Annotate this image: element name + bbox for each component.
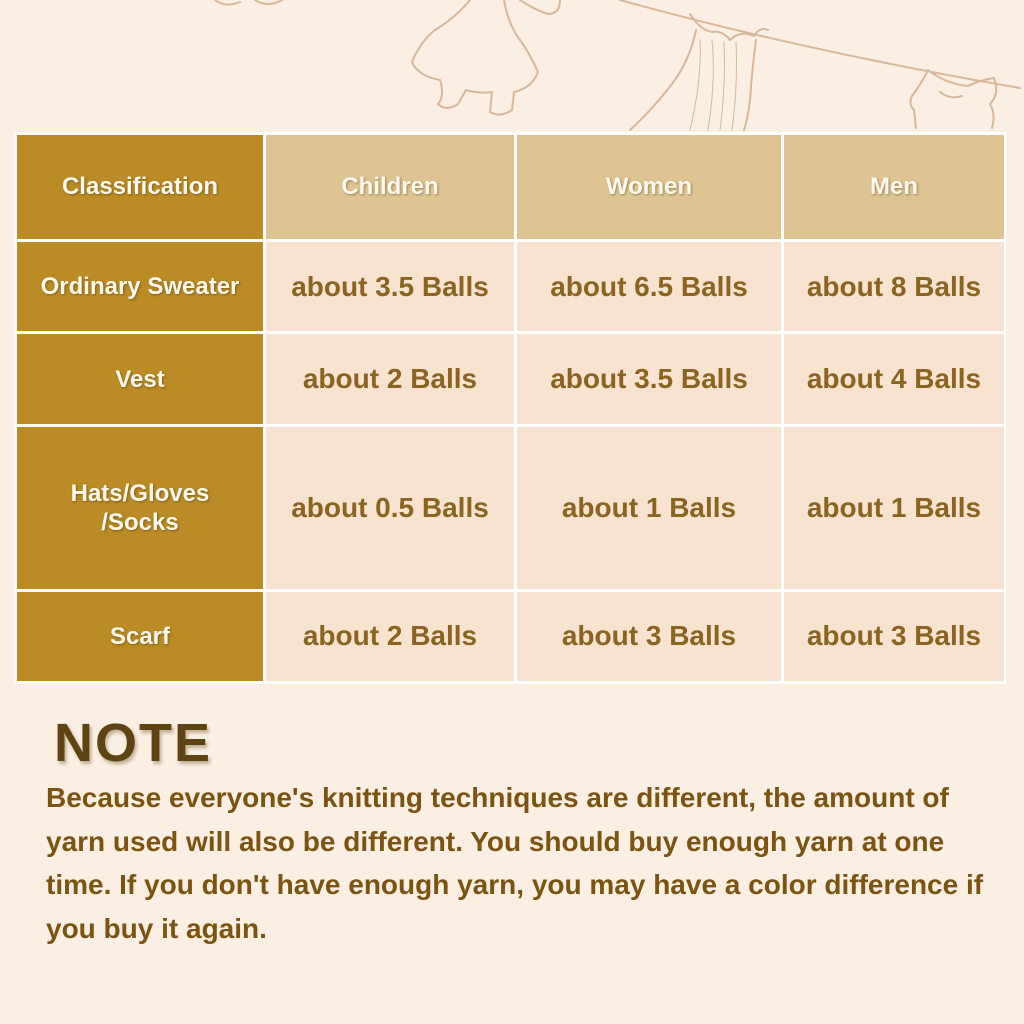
table-cell: about 2 Balls <box>266 334 514 423</box>
table-cell: about 1 Balls <box>784 427 1004 589</box>
table-cell: about 1 Balls <box>517 427 781 589</box>
table-row <box>17 242 1004 331</box>
note-title: NOTE <box>54 713 213 773</box>
yarn-usage-table <box>14 132 1006 684</box>
table-cell: about 4 Balls <box>784 334 1004 423</box>
table-cell: about 3 Balls <box>517 592 781 681</box>
table-cell: about 3.5 Balls <box>266 242 514 331</box>
row-label-ordinary-sweater: Ordinary Sweater <box>17 242 263 331</box>
table-cell: about 2 Balls <box>266 592 514 681</box>
note-text: Because everyone's knitting techniques are different, the amount of yarn used will also be different. You should buy enough yarn at one time. If you don't have enough yarn, you may have a color difference if you buy it again. <box>46 782 984 944</box>
header-men: Men <box>784 135 1004 239</box>
table-cell: about 0.5 Balls <box>266 427 514 589</box>
row-label-hats-gloves-socks: Hats/Gloves /Socks <box>17 427 263 589</box>
header-classification: Classification <box>17 135 263 239</box>
header-women: Women <box>517 135 781 239</box>
yarn-table-grid <box>14 132 1007 684</box>
table-header-row <box>17 135 1004 239</box>
table-cell: about 3.5 Balls <box>517 334 781 423</box>
row-label-scarf: Scarf <box>17 592 263 681</box>
table-row <box>17 592 1004 681</box>
header-children: Children <box>266 135 514 239</box>
table-cell: about 3 Balls <box>784 592 1004 681</box>
table-row <box>17 427 1004 589</box>
table-cell: about 6.5 Balls <box>517 242 781 331</box>
row-label-vest: Vest <box>17 334 263 423</box>
table-cell: about 8 Balls <box>784 242 1004 331</box>
table-row <box>17 334 1004 423</box>
clothesline-illustration <box>0 0 1024 135</box>
